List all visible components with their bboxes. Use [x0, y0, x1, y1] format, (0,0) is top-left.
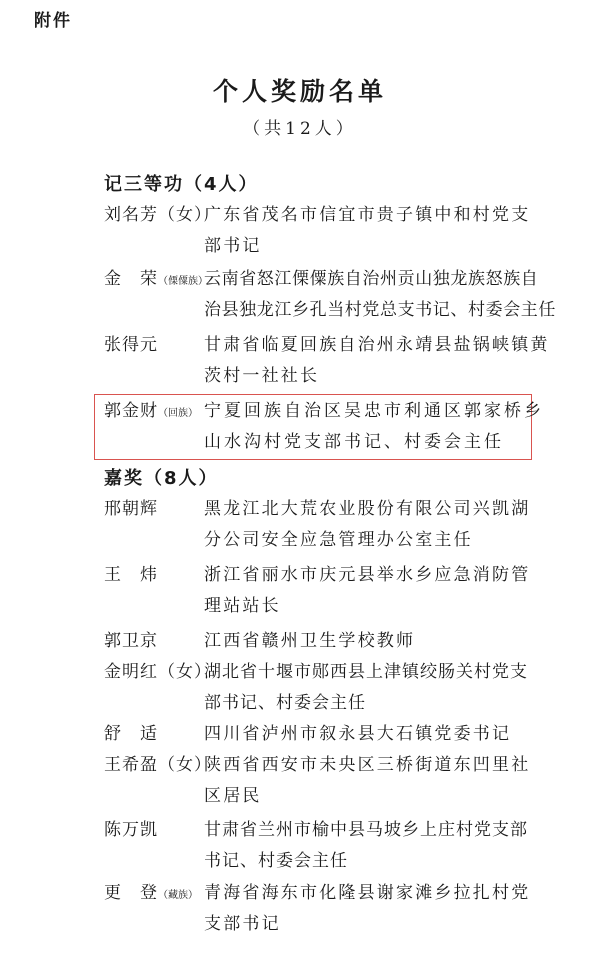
person-description: 四川省泸州市叙永县大石镇党委书记 — [204, 724, 512, 744]
person-description: 甘肃省兰州市榆中县马坡乡上庄村党支部 书记、村委会主任 — [204, 820, 528, 871]
person-name: 王希盈（女） — [104, 755, 212, 775]
person-name: 金 荣（傈僳族） — [104, 269, 208, 289]
document-subtitle: （共12人） — [243, 119, 357, 139]
person-name: 陈万凯 — [104, 820, 158, 840]
section-heading-commendation: 嘉奖（8人） — [104, 468, 219, 489]
person-name: 更 登（藏族） — [104, 883, 198, 903]
attachment-label: 附件 — [34, 11, 72, 31]
person-description: 甘肃省临夏回族自治州永靖县盐锅峡镇黄 茨村一社社长 — [204, 335, 550, 386]
person-description: 广东省茂名市信宜市贵子镇中和村党支 部书记 — [204, 205, 531, 256]
person-description: 湖北省十堰市郧西县上津镇绞肠关村党支 部书记、村委会主任 — [204, 662, 528, 713]
person-name: 王 炜 — [104, 565, 158, 585]
document-title: 个人奖励名单 — [212, 77, 387, 106]
person-name: 金明红（女） — [104, 662, 212, 682]
person-name: 邢朝辉 — [104, 499, 158, 519]
person-description: 云南省怒江傈僳族自治州贡山独龙族怒族自 治县独龙江乡孔当村党总支书记、村委会主任 — [204, 269, 556, 320]
person-name: 郭金财（回族） — [104, 401, 198, 421]
section-heading-merit: 记三等功（4人） — [104, 174, 259, 195]
person-description: 浙江省丽水市庆元县举水乡应急消防管 理站站长 — [204, 565, 531, 616]
person-name: 张得元 — [104, 335, 158, 355]
person-description: 黑龙江北大荒农业股份有限公司兴凯湖 分公司安全应急管理办公室主任 — [204, 499, 531, 550]
person-name: 郭卫京 — [104, 631, 158, 651]
person-description: 陕西省西安市未央区三桥街道东凹里社 区居民 — [204, 755, 531, 806]
person-description: 宁夏回族自治区吴忠市利通区郭家桥乡 山水沟村党支部书记、村委会主任 — [204, 401, 544, 452]
person-name: 舒 适 — [104, 724, 158, 744]
person-description: 青海省海东市化隆县谢家滩乡拉扎村党 支部书记 — [204, 883, 531, 934]
person-name: 刘名芳（女） — [104, 205, 212, 225]
person-description: 江西省赣州卫生学校教师 — [204, 631, 416, 651]
